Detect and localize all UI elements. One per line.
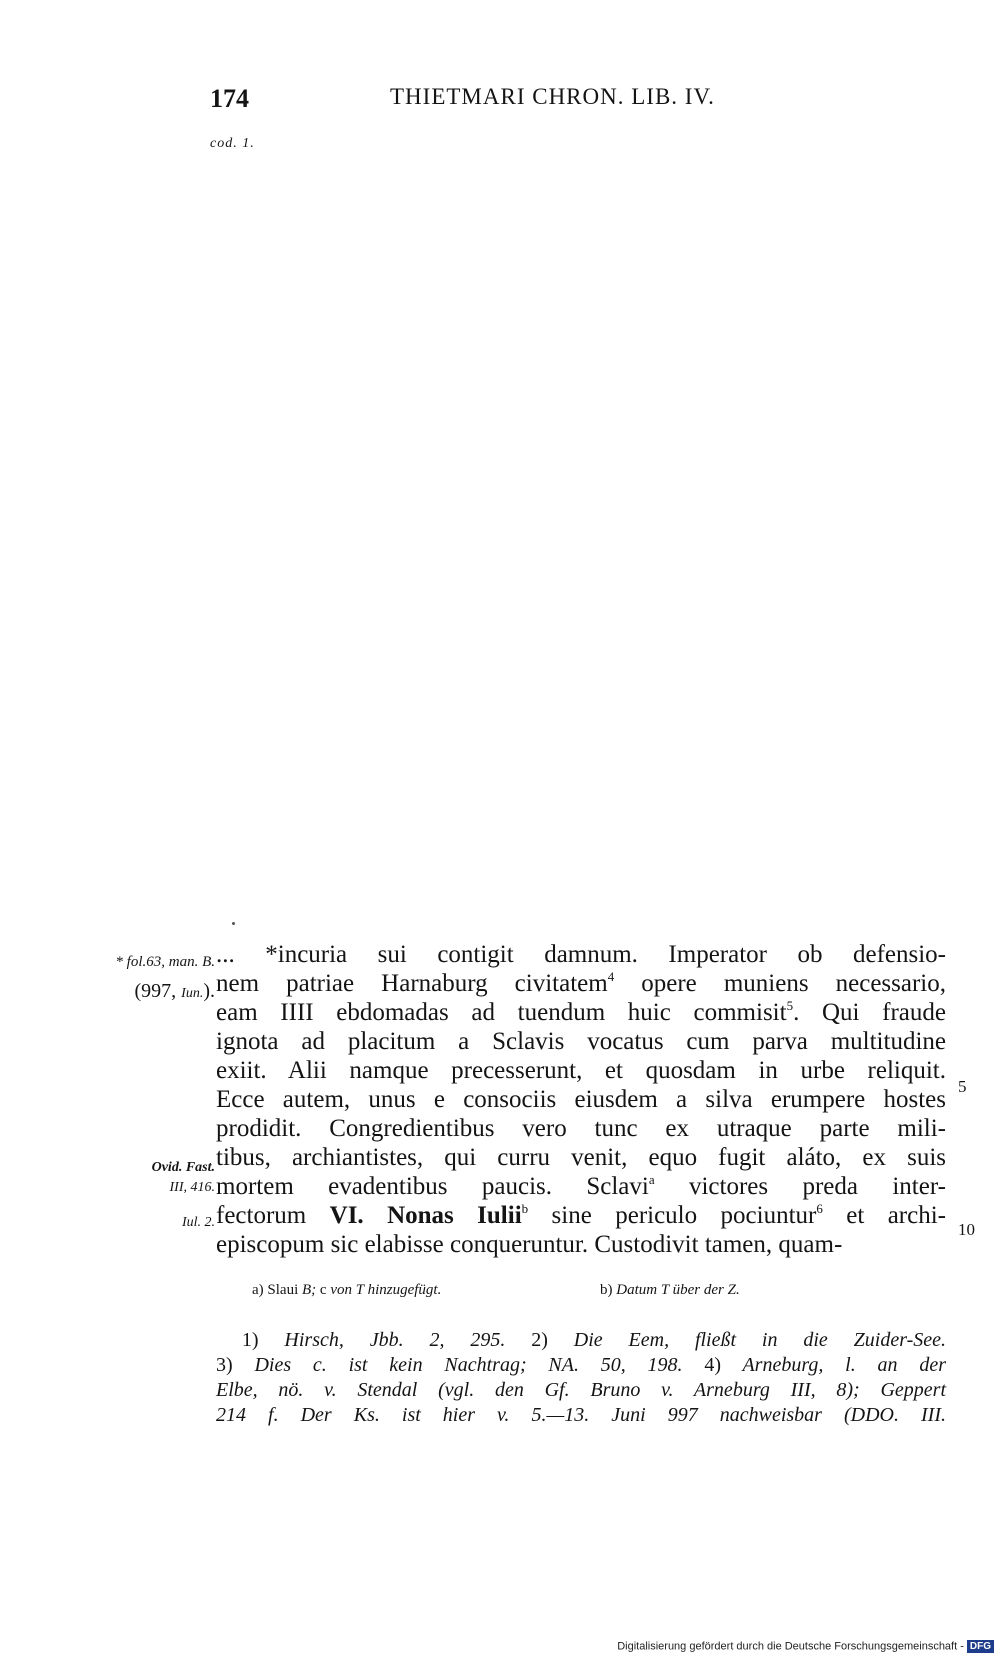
footnote-ref: 4 xyxy=(607,969,615,984)
running-title: THIETMARI CHRON. LIB. IV. xyxy=(390,84,715,109)
footnote-number: 3) xyxy=(216,1354,233,1376)
text-line: prodidit. Congredientibus vero tunc ex utraque parte mili- xyxy=(216,1115,946,1142)
margin-note-july: Iul. 2. xyxy=(181,1215,215,1230)
footnote-line xyxy=(216,1328,946,1353)
margin-year-number: (997, xyxy=(134,980,177,1002)
stray-dot xyxy=(232,922,235,925)
footnote-text: Arneburg, l. an der xyxy=(742,1354,946,1376)
line-number: 5 xyxy=(958,1077,967,1096)
dfg-logo: DFG xyxy=(967,1640,994,1653)
text-segment: nem patriae Harnaburg civitatem xyxy=(216,970,608,997)
text-segment: . Qui fraude xyxy=(793,999,946,1026)
apparatus-note-a xyxy=(252,1282,441,1299)
footnote-line: 214 f. Der Ks. ist hier v. 5.—13. Juni 997 nachweisbar (DDO. III. xyxy=(216,1404,946,1426)
margin-note-folio: * fol.63, man. B. xyxy=(115,954,215,970)
text-line xyxy=(216,1201,946,1230)
margin-year-month: Iun. xyxy=(181,986,204,1001)
codex-note: cod. 1. xyxy=(210,136,255,151)
footnote-line: Elbe, nö. v. Stendal (vgl. den Gf. Bruno v. Arneburg III, 8); Geppert xyxy=(216,1379,946,1401)
apparatus-label: a) xyxy=(252,1282,264,1298)
apparatus-text: c xyxy=(319,1282,327,1298)
margin-year-close: ). xyxy=(203,980,215,1002)
footnote-number: 2) xyxy=(531,1329,548,1351)
apparatus-note-b xyxy=(600,1282,740,1299)
apparatus-text: Datum T über der Z. xyxy=(616,1282,740,1298)
text-segment: fectorum xyxy=(216,1202,307,1229)
credit-text: Digitalisierung gefördert durch die Deutsche Forschungsgemeinschaft - xyxy=(617,1640,964,1653)
text-line xyxy=(216,969,946,998)
text-line: exiit. Alii namque precesserunt, et quosdam in urbe reliquit. xyxy=(216,1057,946,1084)
text-line: ignota ad placitum a Sclavis vocatus cum parva multitudine xyxy=(216,1028,946,1055)
apparatus-ref: b xyxy=(521,1201,529,1216)
footnote-text: Dies c. ist kein Nachtrag; NA. 50, 198. xyxy=(254,1354,683,1376)
text-line: tibus, archiantistes, qui curru venit, equo fugit aláto, ex suis xyxy=(216,1144,946,1171)
page-number: 174 xyxy=(210,84,249,113)
text-segment: mortem evadentibus paucis. Sclavi xyxy=(216,1173,649,1200)
apparatus-text: B; xyxy=(302,1282,317,1298)
footnote-ref: 5 xyxy=(786,998,794,1013)
footnote-ref: 6 xyxy=(816,1201,823,1216)
margin-note-ovid: Ovid. Fast. xyxy=(151,1160,215,1175)
text-line: ... *incuria sui contigit damnum. Imperator ob defensio- xyxy=(216,941,946,968)
text-line xyxy=(216,1172,946,1201)
apparatus-label: b) xyxy=(600,1282,613,1298)
apparatus-text: Slaui xyxy=(267,1282,299,1298)
margin-note-date xyxy=(134,980,215,1003)
footnote-number: 4) xyxy=(704,1354,722,1376)
digitization-credit xyxy=(617,1640,994,1653)
text-segment: et archi- xyxy=(846,1202,946,1229)
footnotes xyxy=(216,1328,946,1428)
text-segment: sine periculo pociuntur xyxy=(551,1202,817,1229)
text-line xyxy=(216,998,946,1027)
footnote-number: 1) xyxy=(241,1329,259,1351)
footnote-text: Die Eem, fließt in die Zuider-See. xyxy=(573,1329,946,1351)
text-segment: victores preda inter- xyxy=(688,1173,946,1200)
margin-note-ovid-ref: III, 416. xyxy=(169,1180,215,1195)
apparatus-text: von T hinzugefügt. xyxy=(330,1282,442,1298)
text-line: Ecce autem, unus e consociis eiusdem a silva erumpere hostes xyxy=(216,1086,946,1113)
footnote-line xyxy=(216,1353,946,1378)
footnote-text: Hirsch, Jbb. 2, 295. xyxy=(284,1329,506,1351)
main-text xyxy=(216,940,946,1259)
apparatus-ref: a xyxy=(648,1172,655,1187)
text-segment: opere muniens necessario, xyxy=(641,970,946,997)
text-segment: eam IIII ebdomadas ad tuendum huic commisit xyxy=(216,999,787,1026)
text-line: episcopum sic elabisse conqueruntur. Custodivit tamen, quam- xyxy=(216,1231,843,1258)
date-highlight: VI. Nonas Iulii xyxy=(329,1202,522,1229)
line-number: 10 xyxy=(958,1220,975,1239)
